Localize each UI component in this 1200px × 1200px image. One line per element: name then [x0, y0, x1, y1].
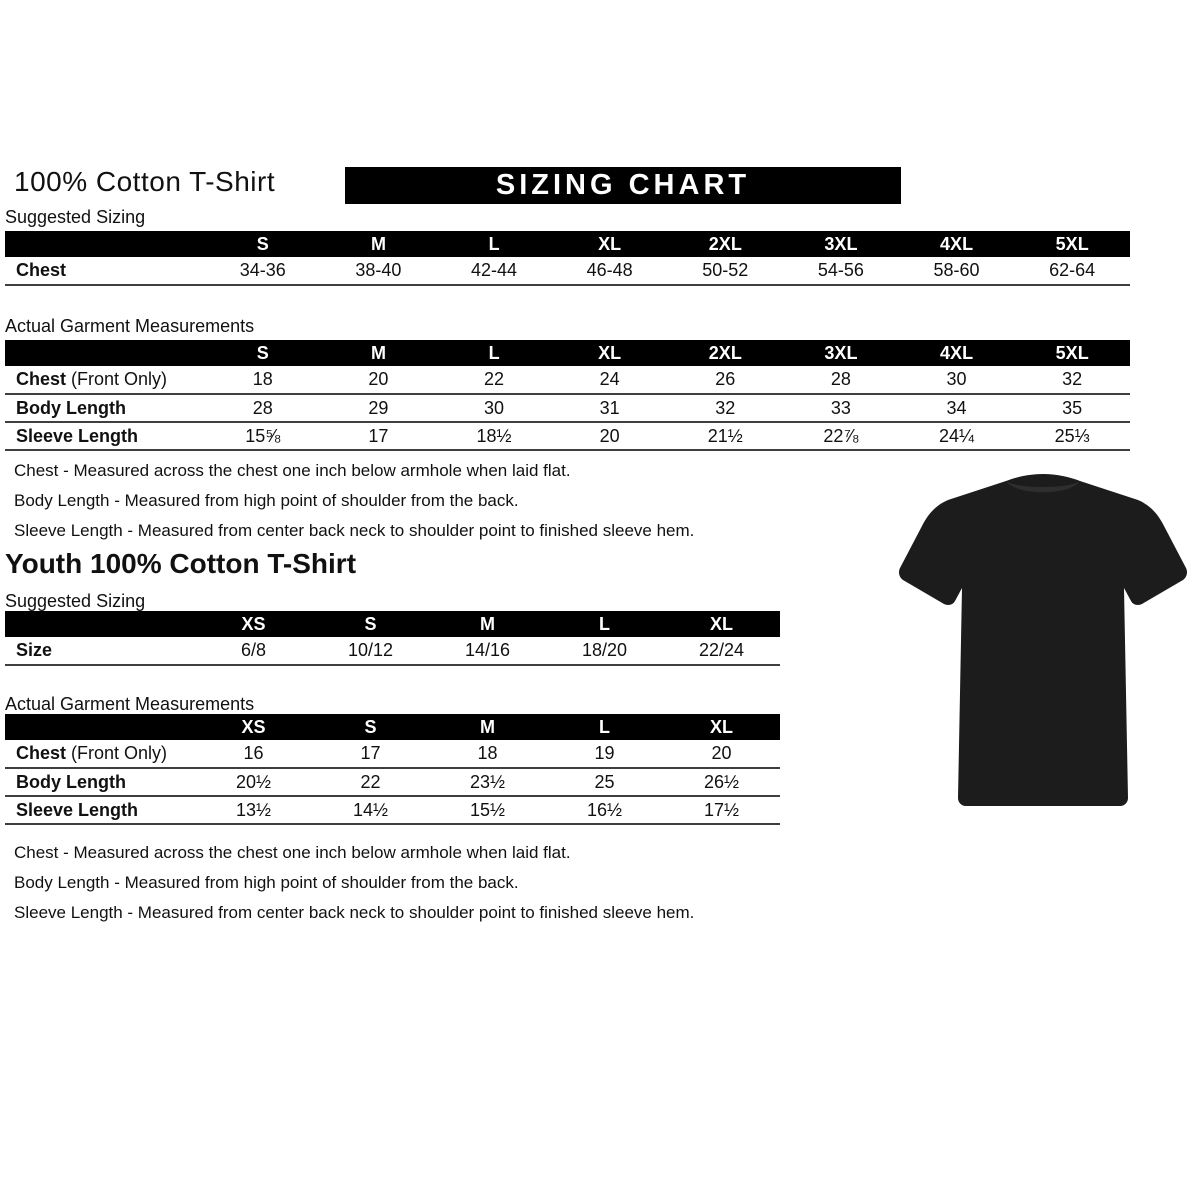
table-row	[5, 422, 1130, 450]
header-spacer-cell	[5, 340, 205, 366]
table-cell: 23½	[469, 771, 506, 792]
column-header: M	[429, 714, 546, 740]
table-cell: 26	[715, 369, 736, 389]
adult-actual-measurements-table	[5, 340, 1130, 451]
column-header: M	[321, 231, 437, 257]
table-row	[5, 637, 780, 665]
table-cell: 31	[599, 397, 620, 418]
row-label: Sleeve Length	[16, 799, 139, 820]
table-cell: 18	[252, 369, 273, 389]
table-header-row	[5, 611, 780, 637]
table-cell: 19	[594, 743, 615, 763]
table-cell: 25⅓	[1054, 425, 1090, 446]
row-label: Chest (Front Only)	[16, 743, 168, 763]
tshirt-graphic	[897, 466, 1190, 816]
column-header: XS	[195, 714, 312, 740]
column-header: 2XL	[668, 231, 784, 257]
table-cell: 16½	[586, 799, 623, 820]
table-cell: 28	[830, 369, 851, 389]
header-spacer-cell	[5, 611, 195, 637]
adult-measurement-notes	[14, 456, 694, 546]
row-label: Sleeve Length	[16, 425, 139, 446]
adult-suggested-sizing-table	[5, 231, 1130, 286]
table-header-row	[5, 340, 1130, 366]
column-header: S	[205, 231, 321, 257]
table-cell: 20	[599, 425, 620, 446]
row-label: Body Length	[16, 771, 126, 792]
table-cell: 18/20	[581, 640, 628, 660]
sizing-chart-banner: SIZING CHART	[345, 167, 901, 204]
row-label-suffix: (Front Only)	[66, 369, 168, 389]
table-cell: 22	[484, 369, 505, 389]
column-header: 5XL	[1014, 340, 1130, 366]
youth-measurement-notes	[14, 838, 694, 928]
table-cell: 20	[711, 743, 732, 763]
table-cell: 22	[360, 771, 381, 792]
table-cell: 30	[946, 369, 967, 389]
table-cell: 18	[477, 743, 498, 763]
row-label: Chest (Front Only)	[16, 369, 168, 389]
table-cell: 32	[715, 397, 736, 418]
row-label: Size	[16, 640, 53, 660]
youth-section-title: Youth 100% Cotton T-Shirt	[5, 548, 357, 579]
column-header: XL	[552, 231, 668, 257]
table-cell: 17½	[703, 799, 740, 820]
table-cell: 17	[360, 743, 381, 763]
column-header: M	[429, 611, 546, 637]
youth-actual-measurements-label: Actual Garment Measurements	[5, 694, 255, 714]
adult-suggested-sizing-label: Suggested Sizing	[5, 207, 146, 227]
table-cell: 6/8	[240, 640, 267, 660]
table-cell: 10/12	[347, 640, 394, 660]
column-header: L	[436, 340, 552, 366]
column-header: S	[205, 340, 321, 366]
column-header: 5XL	[1014, 231, 1130, 257]
table-cell: 54-56	[817, 260, 864, 280]
table-cell: 32	[1062, 369, 1083, 389]
table-cell: 30	[484, 397, 505, 418]
column-header: 3XL	[783, 340, 899, 366]
table-header-row	[5, 231, 1130, 257]
column-header: S	[312, 611, 429, 637]
table-cell: 15½	[469, 799, 506, 820]
column-header: L	[546, 714, 663, 740]
column-header: XS	[195, 611, 312, 637]
tshirt-body-shape	[899, 474, 1187, 806]
table-cell: 34-36	[239, 260, 286, 280]
column-header: 2XL	[668, 340, 784, 366]
note-line: Body Length - Measured from high point of shoulder from the back.	[14, 873, 519, 892]
column-header: 3XL	[783, 231, 899, 257]
table-cell: 13½	[235, 799, 272, 820]
note-line: Chest - Measured across the chest one inch below armhole when laid flat.	[14, 461, 571, 480]
table-cell: 22⅞	[823, 425, 859, 446]
table-cell: 38-40	[355, 260, 402, 280]
row-label: Body Length	[16, 397, 126, 418]
row-label: Chest	[16, 260, 67, 280]
table-row	[5, 394, 1130, 422]
table-cell: 22/24	[698, 640, 745, 660]
table-cell: 16	[243, 743, 264, 763]
note-line: Sleeve Length - Measured from center back neck to shoulder point to finished sleeve hem.	[14, 903, 695, 922]
table-cell: 29	[368, 397, 389, 418]
table-cell: 42-44	[471, 260, 518, 280]
column-header: XL	[552, 340, 668, 366]
youth-suggested-sizing-table	[5, 611, 780, 666]
table-cell: 33	[830, 397, 851, 418]
table-cell: 62-64	[1049, 260, 1096, 280]
table-cell: 20½	[235, 771, 272, 792]
column-header: XL	[663, 714, 780, 740]
table-row	[5, 366, 1130, 394]
table-cell: 50-52	[702, 260, 749, 280]
youth-actual-measurements-table	[5, 714, 780, 825]
table-cell: 35	[1062, 397, 1083, 418]
table-header-row	[5, 714, 780, 740]
black-tshirt-image	[897, 466, 1190, 816]
table-row	[5, 740, 780, 768]
note-line: Chest - Measured across the chest one inch below armhole when laid flat.	[14, 843, 571, 862]
row-label-suffix: (Front Only)	[66, 743, 168, 763]
page-title: 100% Cotton T-Shirt	[14, 166, 276, 197]
column-header: S	[312, 714, 429, 740]
table-cell: 17	[368, 425, 389, 446]
youth-suggested-sizing-label: Suggested Sizing	[5, 591, 146, 611]
table-cell: 46-48	[586, 260, 633, 280]
note-line: Sleeve Length - Measured from center back neck to shoulder point to finished sleeve hem.	[14, 521, 695, 540]
table-cell: 18½	[476, 425, 512, 446]
adult-actual-measurements-label: Actual Garment Measurements	[5, 316, 255, 336]
header-spacer-cell	[5, 231, 205, 257]
column-header: 4XL	[899, 340, 1015, 366]
table-cell: 34	[946, 397, 967, 418]
table-cell: 21½	[707, 425, 743, 446]
table-cell: 26½	[703, 771, 740, 792]
table-cell: 24	[599, 369, 620, 389]
header-spacer-cell	[5, 714, 195, 740]
table-cell: 14/16	[464, 640, 511, 660]
table-cell: 15⅝	[245, 425, 281, 446]
table-cell: 58-60	[933, 260, 980, 280]
table-cell: 28	[252, 397, 273, 418]
table-cell: 14½	[352, 799, 389, 820]
table-row	[5, 796, 780, 824]
table-cell: 24¼	[939, 425, 975, 446]
column-header: XL	[663, 611, 780, 637]
table-cell: 20	[368, 369, 389, 389]
table-row	[5, 768, 780, 796]
note-line: Body Length - Measured from high point of shoulder from the back.	[14, 491, 519, 510]
column-header: L	[436, 231, 552, 257]
table-row	[5, 257, 1130, 285]
column-header: L	[546, 611, 663, 637]
column-header: M	[321, 340, 437, 366]
column-header: 4XL	[899, 231, 1015, 257]
table-cell: 25	[594, 771, 615, 792]
